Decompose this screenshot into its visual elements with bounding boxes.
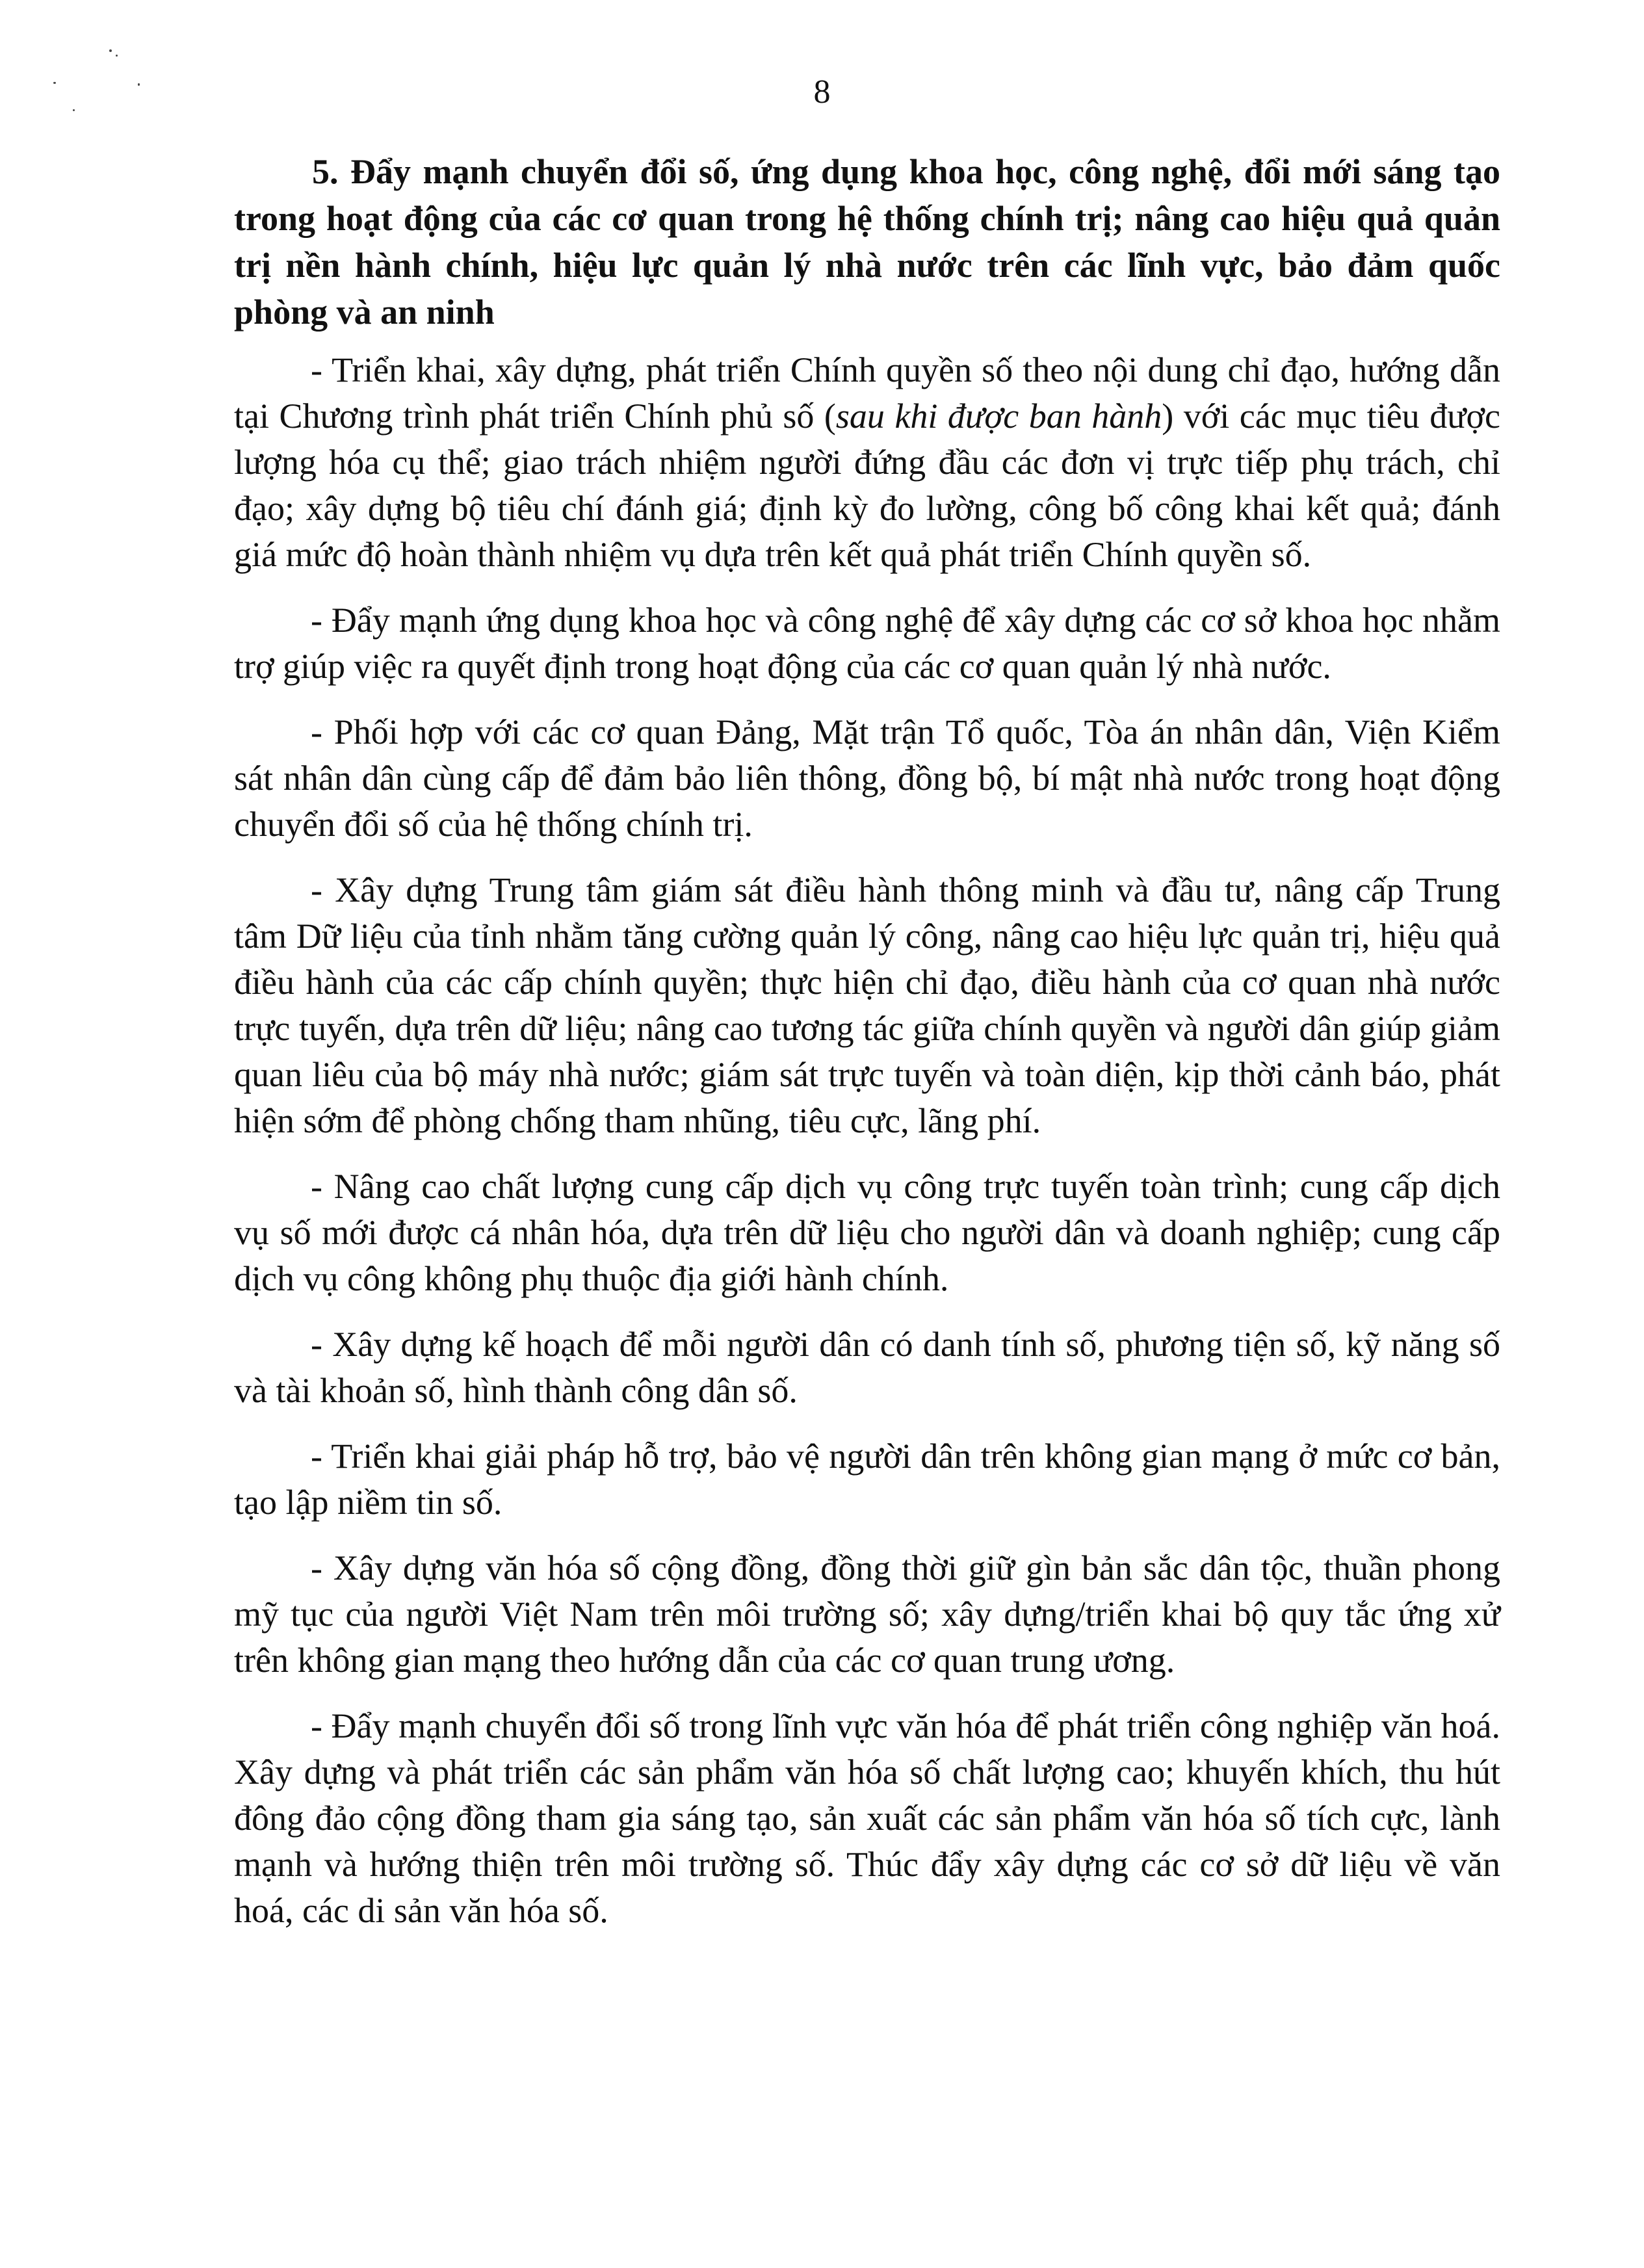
paragraph-cultural-industry: - Đẩy mạnh chuyển đổi số trong lĩnh vực văn hóa để phát triển công nghiệp văn hoá. Xây dựng và phát triển các sản phẩm văn hóa số chất lượng cao; khuyến khích, thu hút đông đảo cộng đồng tham gia sáng tạo, sản xuất các sản phẩm văn hóa số tích cực, lành mạnh và hướng thiện trên môi trường số. Thúc đẩy xây dựng các cơ sở dữ liệu về văn hoá, các di sản văn hóa số. <box>234 1706 1500 1930</box>
scan-speck <box>109 49 112 52</box>
paragraph-coordination: - Phối hợp với các cơ quan Đảng, Mặt trận Tổ quốc, Tòa án nhân dân, Viện Kiểm sát nhân dân cùng cấp để đảm bảo liên thông, đồng bộ, bí mật nhà nước trong hoạt động chuyển đổi số của hệ thống chính trị. <box>234 712 1500 844</box>
paragraph-text: - Triển khai, xây dựng, phát triển Chính quyền số theo nội dung chỉ đạo, hướng dẫn tại Chương trình phát triển Chính phủ số ( <box>234 350 1500 436</box>
scan-speck <box>116 55 118 57</box>
paragraph-digital-citizen: - Xây dựng kế hoạch để mỗi người dân có danh tính số, phương tiện số, kỹ năng số và tài khoản số, hình thành công dân số. <box>234 1325 1500 1410</box>
paragraph-smart-operations-center: - Xây dựng Trung tâm giám sát điều hành thông minh và đầu tư, nâng cấp Trung tâm Dữ liệu của tỉnh nhằm tăng cường quản lý công, nâng cao hiệu lực quản trị, hiệu quả điều hành của các cấp chính quyền; thực hiện chỉ đạo, điều hành của cơ quan nhà nước trực tuyến, dựa trên dữ liệu; nâng cao tương tác giữa chính quyền và người dân giúp giảm quan liêu của bộ máy nhà nước; giám sát trực tuyến và toàn diện, kịp thời cảnh báo, phát hiện sớm để phòng chống tham nhũng, tiêu cực, lãng phí. <box>234 870 1500 1140</box>
italic-note: sau khi được ban hành <box>835 397 1162 436</box>
paragraph-digital-culture: - Xây dựng văn hóa số cộng đồng, đồng thời giữ gìn bản sắc dân tộc, thuần phong mỹ tục của người Việt Nam trên môi trường số; xây dựng/triển khai bộ quy tắc ứng xử trên không gian mạng theo hướng dẫn của các cơ quan trung ương. <box>234 1548 1500 1680</box>
paragraph-text: ) với các mục tiêu được lượng hóa cụ thể; giao trách nhiệm người đứng đầu các đơn vị trực tiếp phụ trách, chỉ đạo; xây dựng bộ tiêu chí đánh giá; định kỳ đo lường, công bố công khai kết quả; đánh giá mức độ hoàn thành nhiệm vụ dựa trên kết quả phát triển Chính quyền số. <box>234 397 1500 574</box>
section-heading: 5. Đẩy mạnh chuyển đổi số, ứng dụng khoa học, công nghệ, đổi mới sáng tạo trong hoạt động của các cơ quan trong hệ thống chính trị; nâng cao hiệu quả quản trị nền hành chính, hiệu lực quản lý nhà nước trên các lĩnh vực, bảo đảm quốc phòng và an ninh <box>234 152 1500 332</box>
document-body <box>234 148 1500 1953</box>
paragraph-cyberspace-protection: - Triển khai giải pháp hỗ trợ, bảo vệ người dân trên không gian mạng ở mức cơ bản, tạo lập niềm tin số. <box>234 1437 1500 1522</box>
paragraph-digital-government <box>234 347 1500 578</box>
paragraph-online-public-services: - Nâng cao chất lượng cung cấp dịch vụ công trực tuyến toàn trình; cung cấp dịch vụ số mới được cá nhân hóa, dựa trên dữ liệu cho người dân và doanh nghiệp; cung cấp dịch vụ công không phụ thuộc địa giới hành chính. <box>234 1167 1500 1298</box>
page-number: 8 <box>813 73 831 111</box>
paragraph-science-technology: - Đẩy mạnh ứng dụng khoa học và công nghệ để xây dựng các cơ sở khoa học nhằm trợ giúp việc ra quyết định trong hoạt động của các cơ quan quản lý nhà nước. <box>234 601 1500 686</box>
